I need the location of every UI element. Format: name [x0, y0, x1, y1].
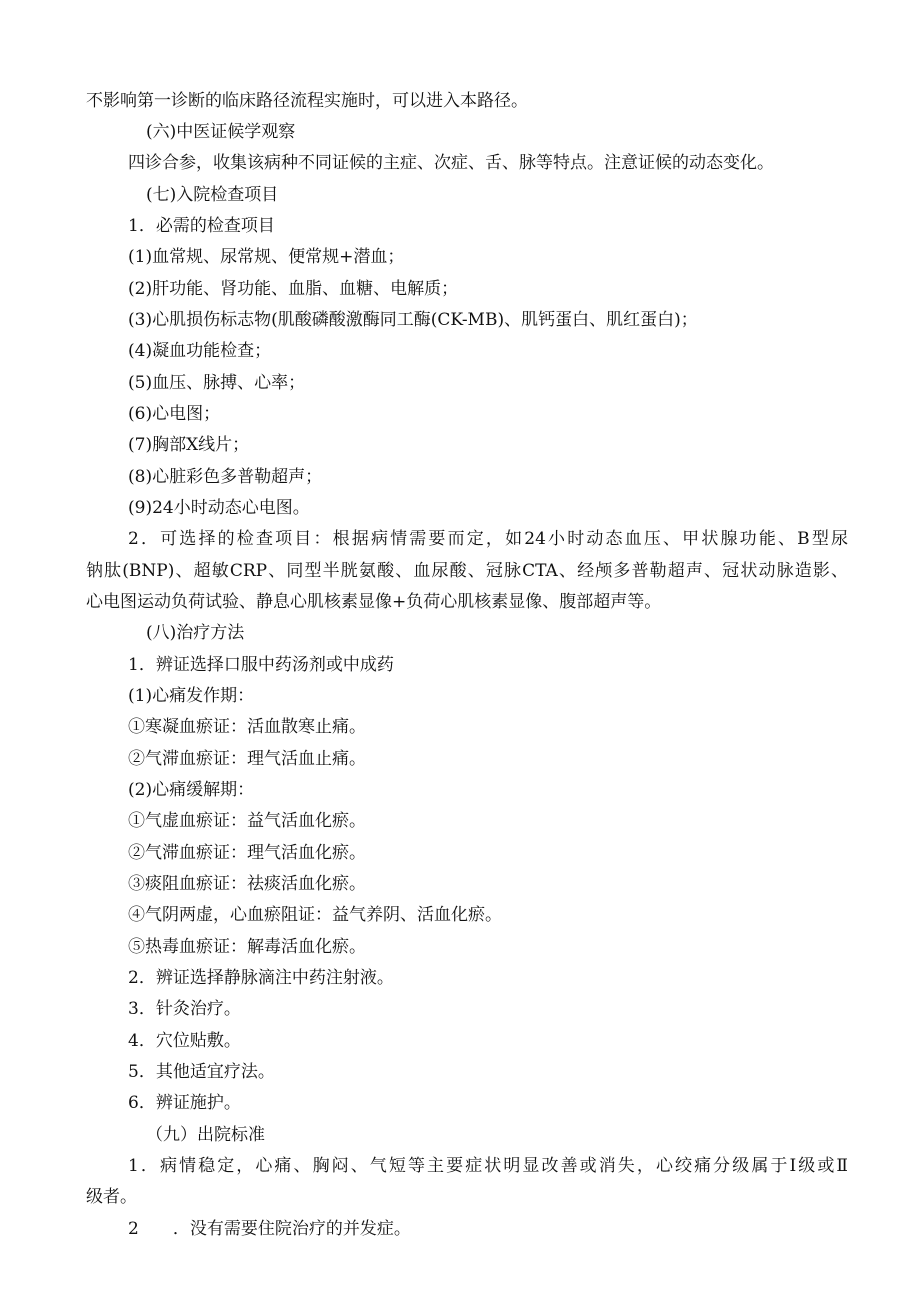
list-item: (2)肝功能、肾功能、血脂、血糖、电解质；: [128, 279, 459, 299]
subsection-heading: 1．必需的检查项目: [128, 216, 275, 236]
paragraph-line: 钠肽(BNP)、超敏CRP、同型半胱氨酸、血尿酸、冠脉CTA、经颅多普勒超声、冠状动脉造影、: [86, 561, 848, 581]
paragraph-line: 2 ．没有需要住院治疗的并发症。: [128, 1219, 411, 1239]
list-item: ③痰阻血瘀证：祛痰活血化瘀。: [128, 874, 366, 894]
paragraph-line: 不影响第一诊断的临床路径流程实施时，可以进入本路径。: [86, 91, 528, 111]
list-item: ②气滞血瘀证：理气活血止痛。: [128, 749, 366, 769]
subsection-heading: 5．其他适宜疗法。: [128, 1062, 275, 1082]
list-item: ④气阴两虚，心血瘀阻证：益气养阴、活血化瘀。: [128, 905, 502, 925]
subsection-heading: 1．辨证选择口服中药汤剂或中成药: [128, 655, 394, 675]
subsection-heading: 2．辨证选择静脉滴注中药注射液。: [128, 968, 394, 988]
list-item: ①气虚血瘀证：益气活血化瘀。: [128, 811, 366, 831]
paragraph-line: 四诊合参，收集该病种不同证候的主症、次症、舌、脉等特点。注意证候的动态变化。: [128, 153, 774, 173]
list-item: (3)心肌损伤标志物(肌酸磷酸激酶同工酶(CK-MB)、肌钙蛋白、肌红蛋白)；: [128, 310, 698, 330]
subsection-heading: 6．辨证施护。: [128, 1093, 241, 1113]
list-item: ⑤热毒血瘀证：解毒活血化瘀。: [128, 937, 366, 957]
section-heading: (六)中医证候学观察: [146, 122, 296, 142]
list-item: (2)心痛缓解期：: [128, 780, 255, 800]
paragraph-line: 级者。: [86, 1187, 137, 1207]
list-item: (5)血压、脉搏、心率；: [128, 373, 306, 393]
subsection-heading: 4．穴位贴敷。: [128, 1031, 241, 1051]
list-item: (9)24小时动态心电图。: [128, 498, 310, 518]
list-item: (7)胸部X线片；: [128, 435, 250, 455]
paragraph-line: 心电图运动负荷试验、静息心肌核素显像+负荷心肌核素显像、腹部超声等。: [86, 592, 662, 612]
section-heading: (八)治疗方法: [146, 623, 245, 643]
section-heading: （九）出院标准: [146, 1125, 265, 1145]
section-heading: (七)入院检查项目: [146, 185, 279, 205]
list-item: ②气滞血瘀证：理气活血化瘀。: [128, 843, 366, 863]
paragraph-line: 1．病情稳定，心痛、胸闷、气短等主要症状明显改善或消失，心绞痛分级属于Ⅰ级或Ⅱ: [128, 1156, 848, 1176]
subsection-heading: 3．针灸治疗。: [128, 999, 241, 1019]
list-item: (6)心电图；: [128, 404, 221, 424]
paragraph-line: 2．可选择的检查项目：根据病情需要而定，如24小时动态血压、甲状腺功能、B型尿: [128, 529, 848, 549]
list-item: (8)心脏彩色多普勒超声；: [128, 467, 323, 487]
list-item: ①寒凝血瘀证：活血散寒止痛。: [128, 717, 366, 737]
list-item: (1)心痛发作期：: [128, 686, 255, 706]
list-item: (1)血常规、尿常规、便常规+潜血；: [128, 247, 405, 267]
list-item: (4)凝血功能检查；: [128, 341, 272, 361]
